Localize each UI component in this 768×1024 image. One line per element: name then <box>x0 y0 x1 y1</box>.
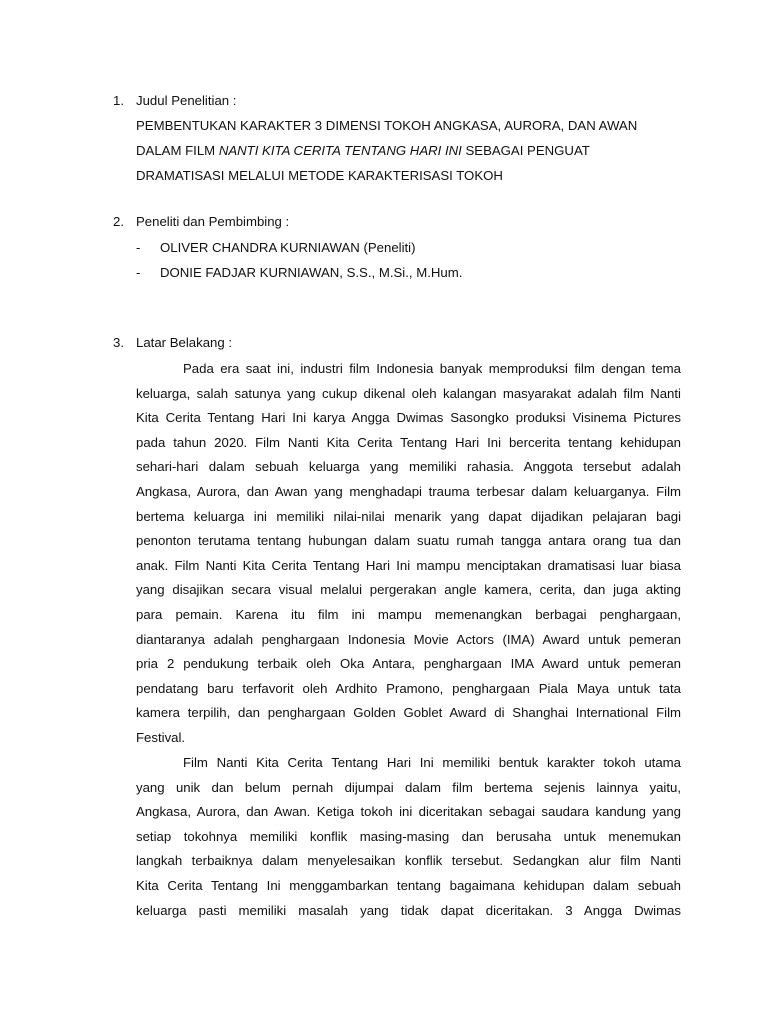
paragraph-line: bertema keluarga ini memiliki nilai-nilai menarik yang dapat dijadikan pelajaran bagi <box>136 508 681 524</box>
paragraph-line: yang unik dan belum pernah dijumpai dalam film bertema sejenis lainnya yaitu, <box>136 779 681 795</box>
section-2-heading: Peneliti dan Pembimbing : <box>136 214 290 229</box>
paragraph-line: anak. Film Nanti Kita Cerita Tentang Hari Ini mampu menciptakan dramatisasi luar biasa <box>136 557 681 573</box>
paragraph-line: setiap tokohnya memiliki konflik masing-masing dan berusaha untuk menemukan <box>136 828 681 844</box>
section-2-number: 2. <box>113 214 124 229</box>
research-title-line-1: PEMBENTUKAN KARAKTER 3 DIMENSI TOKOH ANGKASA, AURORA, DAN AWAN <box>136 118 638 133</box>
section-3-heading: Latar Belakang : <box>136 335 233 350</box>
section-1-number: 1. <box>113 93 124 108</box>
paragraph-line: pria 2 pendukung terbaik oleh Oka Antara, penghargaan IMA Award untuk pemeran <box>136 656 681 672</box>
paragraph-line: Angkasa, Aurora, dan Awan yang menghadapi trauma terbesar dalam keluarganya. Film <box>136 484 681 499</box>
paragraph-line: pada tahun 2020. Film Nanti Kita Cerita Tentang Hari Ini bercerita tentang kehidupan <box>136 434 681 450</box>
supervisor-name: DONIE FADJAR KURNIAWAN, S.S., M.Si., M.Hum. <box>160 265 463 280</box>
research-title-line-2 <box>136 143 590 159</box>
researcher-name: OLIVER CHANDRA KURNIAWAN (Peneliti) <box>160 240 416 255</box>
paragraph-line: penonton terutama tentang hubungan dalam suatu rumah tangga antara orang tua dan <box>136 533 681 549</box>
paragraph-line: langkah terbaiknya dalam menyelesaikan konflik tersebut. Sedangkan alur film Nanti <box>136 853 681 869</box>
paragraph-line: kamera terpilih, dan penghargaan Golden Goblet Award di Shanghai International Film <box>136 705 681 721</box>
paragraph-line: Festival. <box>136 730 186 745</box>
list-dash: - <box>136 265 141 280</box>
paragraph-line: para pemain. Karena itu film ini mampu memenangkan berbagai penghargaan, <box>136 607 681 622</box>
section-1-heading: Judul Penelitian : <box>136 93 237 108</box>
paragraph-line: sehari-hari dalam sebuah keluarga yang memiliki rahasia. Anggota tersebut adalah <box>136 459 681 475</box>
film-title-italic: NANTI KITA CERITA TENTANG HARI INI <box>218 143 462 158</box>
paragraph-line: pendatang baru terfavorit oleh Ardhito Pramono, penghargaan Piala Maya untuk tata <box>136 680 681 696</box>
title-text: SEBAGAI PENGUAT <box>461 143 590 158</box>
paragraph-line: Kita Cerita Tentang Ini menggambarkan tentang bagaimana kehidupan dalam sebuah <box>136 878 681 893</box>
paragraph-line: yang disajikan secara visual melalui pergerakan angle kamera, cerita, dan juga akting <box>136 582 681 598</box>
research-title-line-3: DRAMATISASI MELALUI METODE KARAKTERISASI TOKOH <box>136 168 503 183</box>
paragraph-line: Kita Cerita Tentang Hari Ini karya Angga Dwimas Sasongko produksi Visinema Pictures <box>136 410 681 426</box>
paragraph-line: Angkasa, Aurora, dan Awan. Ketiga tokoh ini diceritakan sebagai saudara kandung yang <box>136 804 681 820</box>
list-dash: - <box>136 240 141 255</box>
paragraph-line: Film Nanti Kita Cerita Tentang Hari Ini memiliki bentuk karakter tokoh utama <box>183 755 681 770</box>
paragraph-line: Pada era saat ini, industri film Indonesia banyak memproduksi film dengan tema <box>183 361 681 376</box>
paragraph-line: diantaranya adalah penghargaan Indonesia Movie Actors (IMA) Award untuk pemeran <box>136 631 681 647</box>
paragraph-line: keluarga pasti memiliki masalah yang tidak dapat diceritakan. 3 Angga Dwimas <box>136 902 681 918</box>
section-3-number: 3. <box>113 335 124 350</box>
paragraph-line: keluarga, salah satunya yang cukup dikenal oleh kalangan masyarakat adalah film Nanti <box>136 385 681 401</box>
title-text: DALAM FILM <box>136 143 219 158</box>
